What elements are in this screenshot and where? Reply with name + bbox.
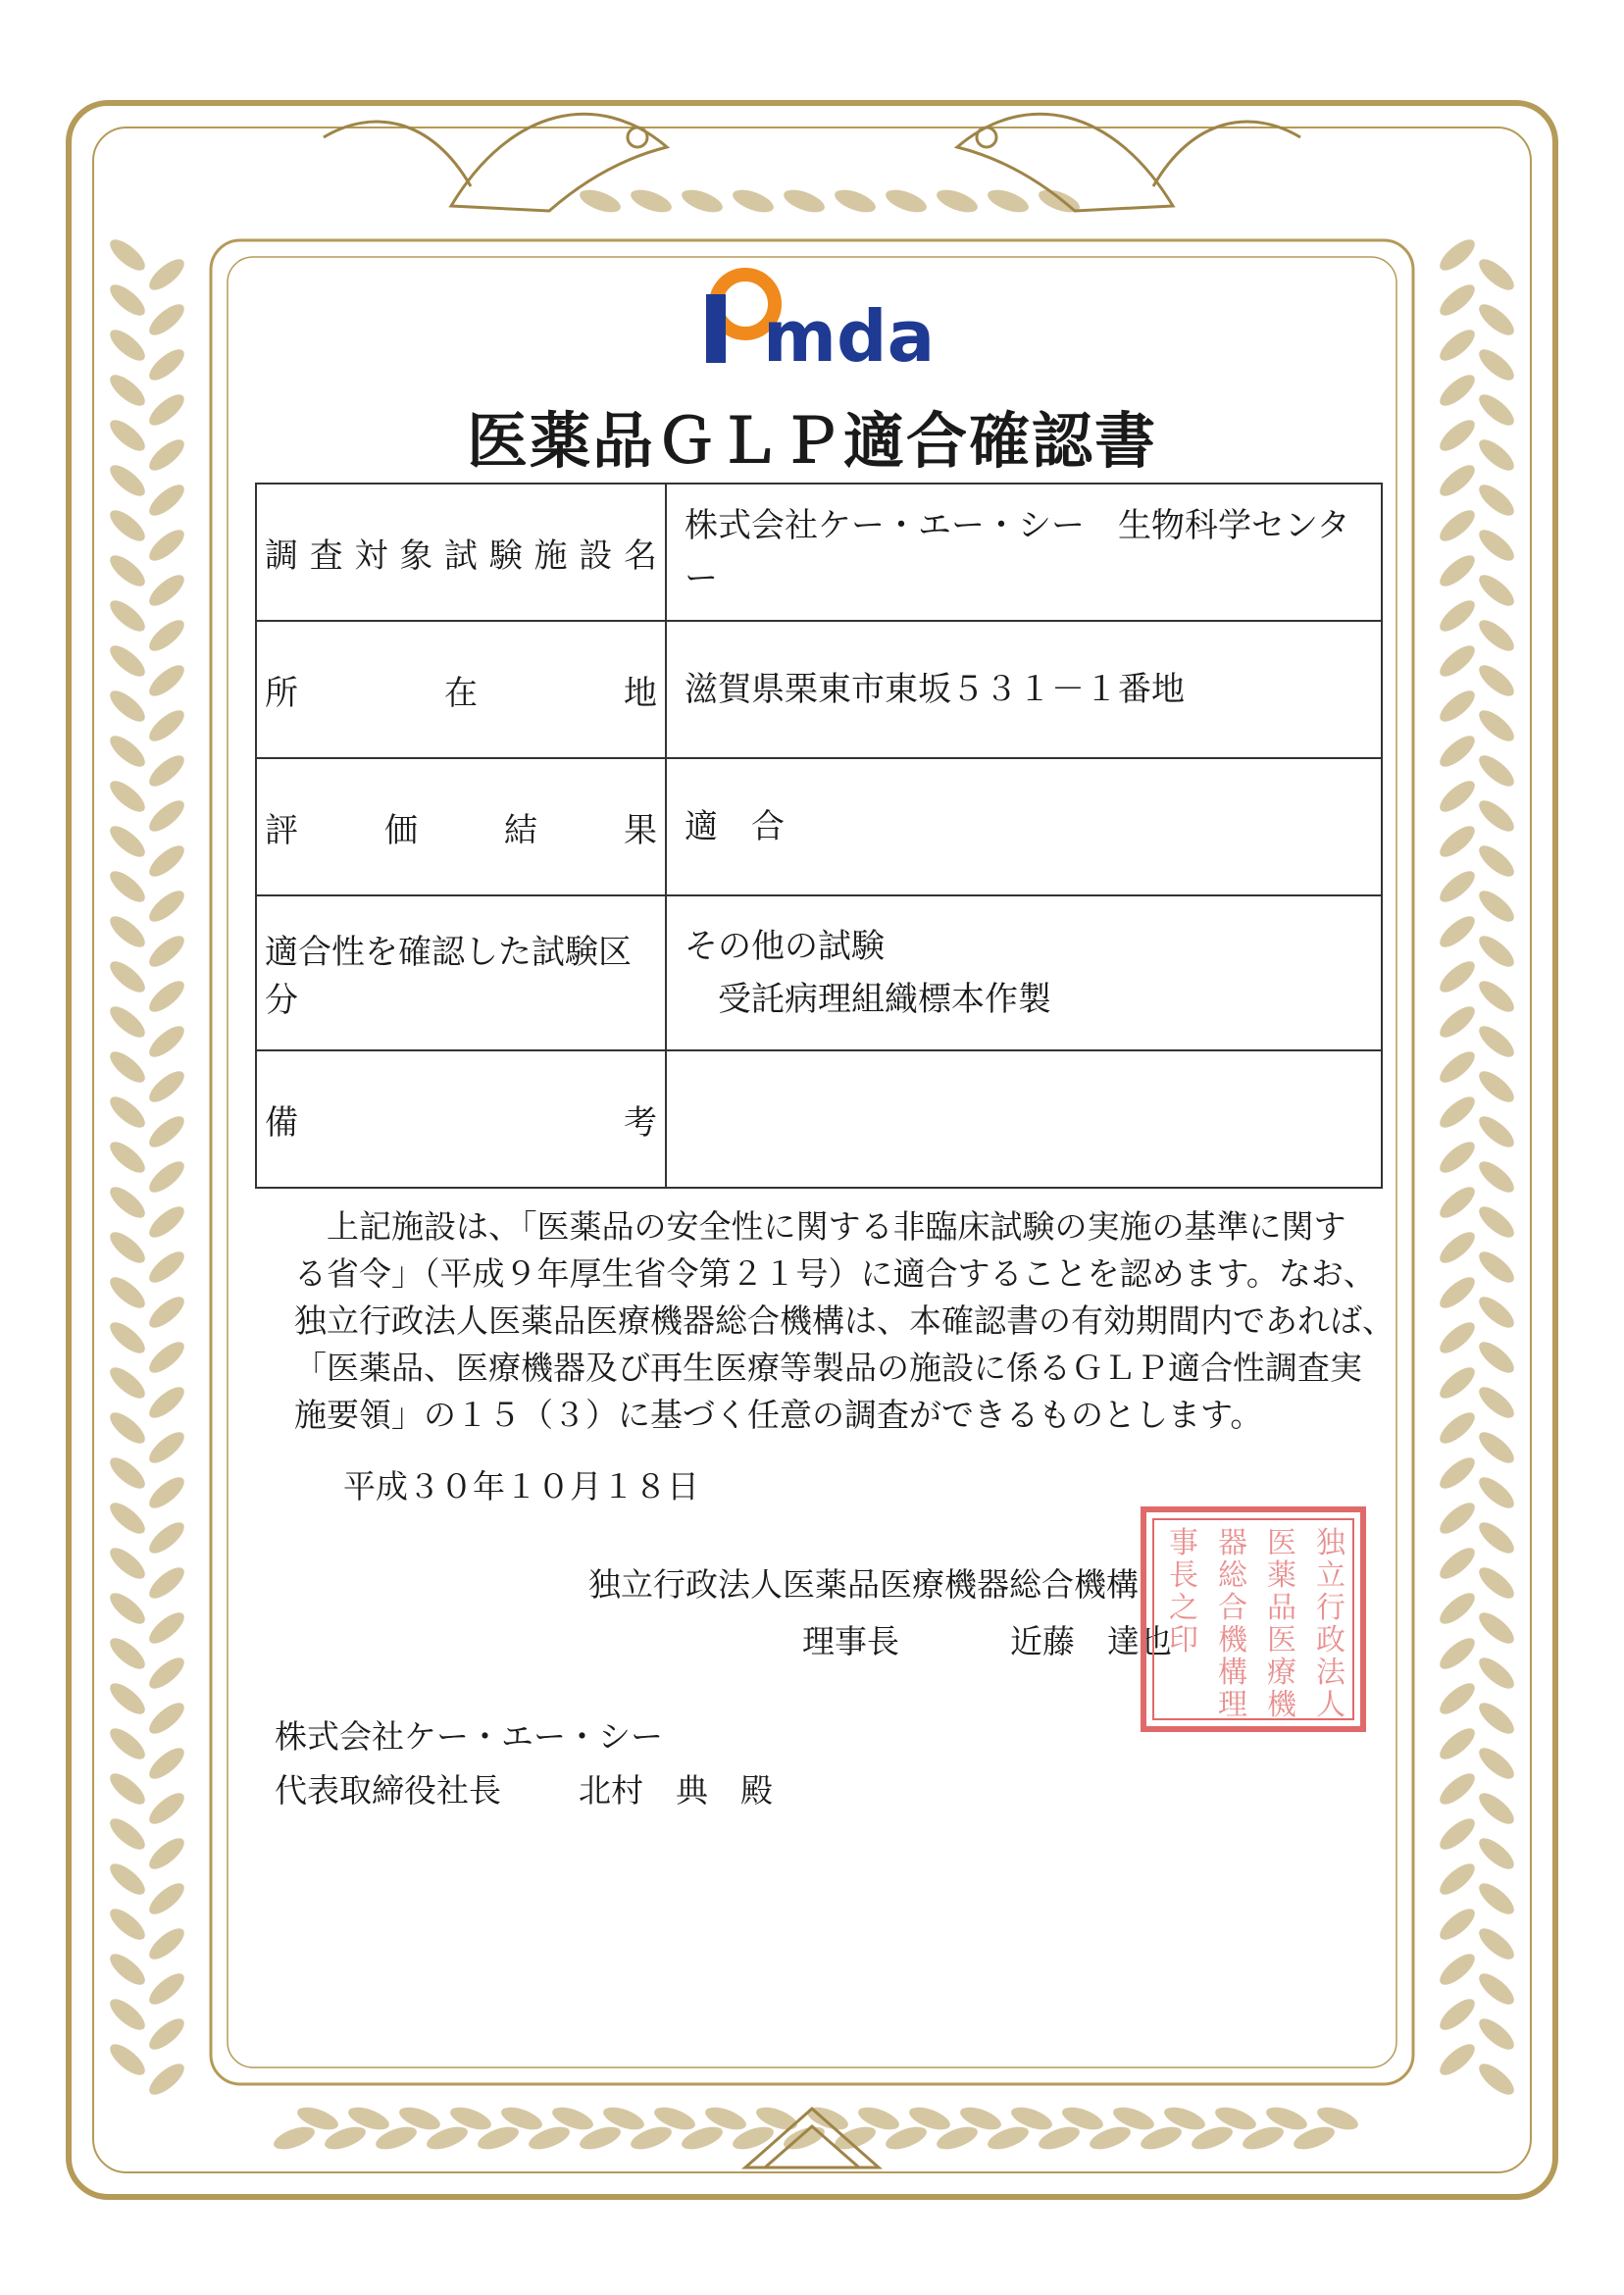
- ornament-leaf: [144, 1923, 188, 1964]
- ornament-leaf: [1435, 911, 1479, 952]
- ornament-leaf: [105, 1723, 149, 1764]
- ornament-leaf: [1435, 640, 1479, 682]
- ornament-leaf: [105, 1362, 149, 1403]
- ornament-leaf: [1474, 1201, 1518, 1243]
- label-char: 備: [265, 1102, 298, 1143]
- ornament-leaf: [105, 505, 149, 546]
- ornament-leaf: [144, 299, 188, 340]
- ornament-leaf: [105, 1813, 149, 1855]
- ornament-leaf: [144, 795, 188, 837]
- row-value: [666, 1050, 1382, 1188]
- seal-character: 機: [1218, 1623, 1247, 1658]
- ornament-leaf: [105, 1678, 149, 1719]
- ornament-leaf: [1435, 1723, 1479, 1764]
- pmda-logo: [686, 265, 941, 373]
- value-line: 受託病理組織標本作製: [685, 980, 1051, 1019]
- ornament-leaf: [144, 1878, 188, 1919]
- body-line: 独立行政法人医薬品医療機器総合機構は、本確認書の有効期間内であれば、: [294, 1301, 1395, 1340]
- ornament-leaf: [144, 1066, 188, 1107]
- table-row: [256, 484, 1382, 621]
- row-label: [256, 758, 666, 895]
- ornament-leaf: [1435, 1227, 1479, 1268]
- ornament-leaf: [105, 1994, 149, 2035]
- ornament-leaf: [105, 280, 149, 321]
- ornament-leaf: [105, 956, 149, 997]
- ornament-leaf: [105, 550, 149, 591]
- ornament-leaf: [1474, 931, 1518, 972]
- ornament-leaf: [105, 1949, 149, 1990]
- ornament-leaf: [105, 1046, 149, 1088]
- seal-character: 人: [1316, 1688, 1345, 1722]
- ornament-leaf: [1474, 1156, 1518, 1198]
- ornament-leaf: [105, 686, 149, 727]
- ornament-leaf: [1474, 1788, 1518, 1829]
- ornament-leaf: [105, 1768, 149, 1810]
- ornament-leaf: [1435, 595, 1479, 637]
- value-line: 滋賀県栗東市東坂５３１－１番地: [685, 670, 1185, 709]
- ornament-leaf: [1474, 1337, 1518, 1378]
- label-char: 評: [265, 810, 298, 850]
- ornament-leaf: [144, 931, 188, 972]
- ornament-leaf: [105, 1227, 149, 1268]
- ornament-leaf: [1474, 1878, 1518, 1919]
- ornament-leaf: [1474, 1607, 1518, 1649]
- ornament-leaf: [105, 325, 149, 366]
- value-line: 株式会社ケー・エー・シー 生物科学センター: [685, 506, 1350, 598]
- seal-character: 薬: [1267, 1558, 1296, 1593]
- ornament-leaf: [1474, 976, 1518, 1017]
- official-seal: [1140, 1505, 1367, 1733]
- seal-character: 療: [1267, 1656, 1296, 1690]
- row-label: [256, 484, 666, 621]
- ornament-leaf: [1435, 1859, 1479, 1900]
- ornament-leaf: [105, 2039, 149, 2080]
- ornament-leaf: [1435, 1362, 1479, 1403]
- label-char: 地: [624, 673, 657, 713]
- ornament-leaf: [1435, 1453, 1479, 1494]
- ornament-leaf: [1435, 505, 1479, 546]
- seal-character: 行: [1316, 1591, 1345, 1625]
- row-value: [666, 895, 1382, 1050]
- label-char: 適合性を確認した試験区分: [265, 933, 632, 1020]
- ornament-leaf: [144, 570, 188, 611]
- ornament-leaf: [144, 1743, 188, 1784]
- ornament-leaf: [1435, 1317, 1479, 1358]
- ornament-leaf: [985, 185, 1032, 217]
- ornament-leaf: [144, 1607, 188, 1649]
- ornament-leaf: [105, 1543, 149, 1584]
- ornament-leaf: [144, 750, 188, 791]
- ornament-leaf: [1435, 1813, 1479, 1855]
- ornament-leaf: [1474, 1833, 1518, 1874]
- ornament-leaf: [144, 2014, 188, 2055]
- ornament-leaf: [1474, 1698, 1518, 1739]
- ornament-leaf: [1474, 2059, 1518, 2100]
- row-value: [666, 621, 1382, 758]
- label-char: 調: [265, 536, 298, 576]
- ornament-leaf: [1474, 1021, 1518, 1062]
- ornament-leaf: [1435, 1046, 1479, 1088]
- ornament-leaf: [105, 1588, 149, 1629]
- seal-character: 独: [1316, 1526, 1345, 1560]
- ornament-leaf: [1474, 886, 1518, 927]
- ornament-leaf: [105, 1182, 149, 1223]
- ornament-leaf: [105, 821, 149, 862]
- ornament-leaf: [1435, 731, 1479, 772]
- seal-character: 法: [1316, 1656, 1345, 1690]
- ornament-leaf: [1474, 1562, 1518, 1604]
- ornament-leaf: [105, 1407, 149, 1449]
- ornament-leaf: [144, 841, 188, 882]
- label-char: 果: [624, 810, 657, 850]
- ornament-leaf: [105, 1498, 149, 1539]
- ornament-leaf: [832, 185, 879, 217]
- ornament-leaf: [1435, 1407, 1479, 1449]
- row-value: [666, 484, 1382, 621]
- ornament-leaf: [1474, 1111, 1518, 1152]
- ornament-leaf: [1435, 1137, 1479, 1178]
- table-row: [256, 1050, 1382, 1188]
- issuer-name: 近藤 達也: [1010, 1622, 1172, 1660]
- row-value: [666, 758, 1382, 895]
- ornament-leaf: [1435, 1543, 1479, 1584]
- seal-character: 合: [1218, 1591, 1247, 1625]
- ornament-leaf: [1435, 1904, 1479, 1945]
- ornament-leaf: [1435, 1588, 1479, 1629]
- ornament-leaf: [105, 1317, 149, 1358]
- ornament-leaf: [144, 1247, 188, 1288]
- value-line: その他の試験: [685, 927, 885, 966]
- ornament-leaf: [1474, 1427, 1518, 1468]
- ornament-leaf: [144, 1427, 188, 1468]
- ornament-leaf: [883, 185, 930, 217]
- recipient-name: 北村 典 殿: [579, 1771, 773, 1810]
- ornament-leaf: [1435, 234, 1479, 276]
- ornament-leaf: [144, 976, 188, 1017]
- seal-character: 長: [1169, 1558, 1198, 1593]
- ornament-leaf: [144, 344, 188, 385]
- ornament-leaf: [1474, 1923, 1518, 1964]
- table-row: [256, 621, 1382, 758]
- ornament-leaf: [1435, 1949, 1479, 1990]
- ornament-leaf: [1474, 1968, 1518, 2010]
- ornament-leaf: [1435, 1182, 1479, 1223]
- row-label: [256, 621, 666, 758]
- ornament-leaf: [1435, 1994, 1479, 2035]
- ornament-leaf: [105, 1092, 149, 1133]
- row-label: [256, 895, 666, 1050]
- ornament-leaf: [144, 2059, 188, 2100]
- seal-character: 事: [1169, 1526, 1198, 1560]
- ornament-leaf: [105, 1001, 149, 1043]
- seal-character: 医: [1267, 1526, 1296, 1560]
- label-char: 対: [354, 536, 388, 576]
- ornament-leaf: [1474, 615, 1518, 656]
- ornament-leaf: [105, 234, 149, 276]
- ornament-leaf: [577, 185, 624, 217]
- ornament-leaf: [1474, 525, 1518, 566]
- ornament-leaf: [144, 705, 188, 746]
- ornament-leaf: [144, 1653, 188, 1694]
- ornament-leaf: [1435, 686, 1479, 727]
- seal-character: 立: [1316, 1558, 1345, 1593]
- ornament-leaf: [271, 2122, 318, 2154]
- ornament-leaf: [1435, 956, 1479, 997]
- ornament-leaf: [1474, 344, 1518, 385]
- issuer-title: 理事長: [802, 1622, 899, 1660]
- issuer-organization: 独立行政法人医薬品医療機器総合機構: [588, 1565, 1139, 1604]
- issue-date: 平成３０年１０月１８日: [343, 1467, 699, 1505]
- ornament-leaf: [144, 1517, 188, 1558]
- label-char: 象: [399, 536, 433, 576]
- ornament-leaf: [144, 1156, 188, 1198]
- ornament-leaf: [105, 776, 149, 817]
- ornament-leaf: [105, 731, 149, 772]
- ornament-leaf: [628, 185, 675, 217]
- ornament-leaf: [679, 185, 726, 217]
- ornament-leaf: [1474, 750, 1518, 791]
- ornament-leaf: [1435, 1678, 1479, 1719]
- label-char: 設: [579, 536, 613, 576]
- recipient-company: 株式会社ケー・エー・シー: [275, 1717, 663, 1756]
- ornament-leaf: [1474, 1247, 1518, 1288]
- ornament-leaf: [1474, 1653, 1518, 1694]
- ornament-leaf: [144, 1292, 188, 1333]
- ornament-leaf: [144, 1337, 188, 1378]
- ornament-leaf: [144, 1472, 188, 1513]
- ornament-leaf: [1435, 325, 1479, 366]
- ornament-leaf: [1474, 1472, 1518, 1513]
- ornament-leaf: [1474, 1743, 1518, 1784]
- seal-character: 之: [1169, 1591, 1198, 1625]
- ornament-leaf: [1474, 1382, 1518, 1423]
- ornament-leaf: [144, 254, 188, 295]
- recipient-title: 代表取締役社長: [275, 1771, 501, 1810]
- value-line: 適 合: [685, 807, 785, 846]
- ornament-leaf: [1435, 2039, 1479, 2080]
- ornament-leaf: [1474, 480, 1518, 521]
- ornament-leaf: [1435, 1272, 1479, 1313]
- seal-character: 印: [1169, 1623, 1198, 1658]
- ornament-leaf: [1435, 1092, 1479, 1133]
- ornament-leaf: [1474, 2014, 1518, 2055]
- ornament-leaf: [1474, 705, 1518, 746]
- body-line: 上記施設は、「医薬品の安全性に関する非臨床試験の実施の基準に関す: [294, 1207, 1346, 1246]
- label-char: 試: [444, 536, 478, 576]
- document-title: 医薬品ＧＬＰ適合確認書: [466, 405, 1157, 477]
- ornament-leaf: [105, 866, 149, 907]
- label-char: 結: [504, 810, 537, 850]
- ornament-leaf: [1474, 795, 1518, 837]
- ornament-leaf: [144, 1968, 188, 2010]
- ornament-leaf: [1474, 254, 1518, 295]
- label-char: 査: [309, 536, 343, 576]
- ornament-leaf: [1435, 821, 1479, 862]
- seal-character: 品: [1267, 1591, 1296, 1625]
- ornament-leaf: [144, 1021, 188, 1062]
- ornament-leaf: [1474, 841, 1518, 882]
- ornament-leaf: [105, 1272, 149, 1313]
- ornament-leaf: [144, 1788, 188, 1829]
- ornament-leaf: [105, 1859, 149, 1900]
- ornament-leaf: [730, 185, 777, 217]
- ornament-leaf: [1474, 570, 1518, 611]
- ornament-leaf: [1435, 1768, 1479, 1810]
- body-line: る省令」（平成９年厚生省令第２１号）に適合することを認めます。なお、: [294, 1254, 1376, 1293]
- ornament-leaf: [1474, 1292, 1518, 1333]
- ornament-leaf: [781, 185, 828, 217]
- table-row: [256, 758, 1382, 895]
- ornament-leaf: [144, 1698, 188, 1739]
- ornament-leaf: [144, 615, 188, 656]
- seal-character: 総: [1218, 1558, 1247, 1593]
- row-label: [256, 1050, 666, 1188]
- body-line: 施要領」の１５（３）に基づく任意の調査ができるものとします。: [294, 1396, 1263, 1434]
- ornament-leaf: [144, 1111, 188, 1152]
- body-line: 「医薬品、医療機器及び再生医療等製品の施設に係るＧＬＰ適合性調査実: [294, 1349, 1362, 1387]
- label-char: 所: [265, 673, 298, 713]
- ornament-leaf: [1474, 660, 1518, 701]
- ornament-leaf: [105, 1904, 149, 1945]
- ornament-leaf: [1474, 1066, 1518, 1107]
- ornament-leaf: [144, 1562, 188, 1604]
- ornament-leaf: [1435, 776, 1479, 817]
- ornament-leaf: [1435, 550, 1479, 591]
- label-char: 価: [384, 810, 418, 850]
- ornament-leaf: [105, 595, 149, 637]
- ornament-leaf: [144, 1833, 188, 1874]
- ornament-leaf: [1435, 1633, 1479, 1674]
- ornament-leaf: [144, 1382, 188, 1423]
- facility-info-table: [255, 483, 1383, 1189]
- label-char: 名: [624, 536, 657, 576]
- seal-character: 理: [1218, 1688, 1247, 1722]
- label-char: 考: [624, 1102, 657, 1143]
- ornament-leaf: [1435, 866, 1479, 907]
- table-row: [256, 895, 1382, 1050]
- seal-character: 医: [1267, 1623, 1296, 1658]
- ornament-leaf: [105, 1633, 149, 1674]
- seal-character: 構: [1218, 1656, 1247, 1690]
- ornament-leaf: [105, 1453, 149, 1494]
- ornament-leaf: [1435, 1498, 1479, 1539]
- ornament-leaf: [105, 1137, 149, 1178]
- label-char: 施: [533, 536, 568, 576]
- label-char: 験: [488, 536, 523, 576]
- ornament-leaf: [144, 480, 188, 521]
- seal-character: 政: [1316, 1623, 1345, 1658]
- ornament-leaf: [1474, 299, 1518, 340]
- label-char: 在: [444, 673, 478, 713]
- ornament-leaf: [105, 911, 149, 952]
- ornament-leaf: [1474, 1517, 1518, 1558]
- ornament-leaf: [105, 640, 149, 682]
- ornament-leaf: [144, 525, 188, 566]
- ornament-leaf: [144, 660, 188, 701]
- ornament-leaf: [144, 1201, 188, 1243]
- ornament-leaf: [144, 886, 188, 927]
- ornament-leaf: [1435, 1001, 1479, 1043]
- ornament-leaf: [934, 185, 981, 217]
- svg-text:mda: mda: [763, 295, 936, 373]
- ornament-leaf: [1435, 280, 1479, 321]
- seal-character: 機: [1267, 1688, 1296, 1722]
- seal-character: 器: [1218, 1526, 1247, 1560]
